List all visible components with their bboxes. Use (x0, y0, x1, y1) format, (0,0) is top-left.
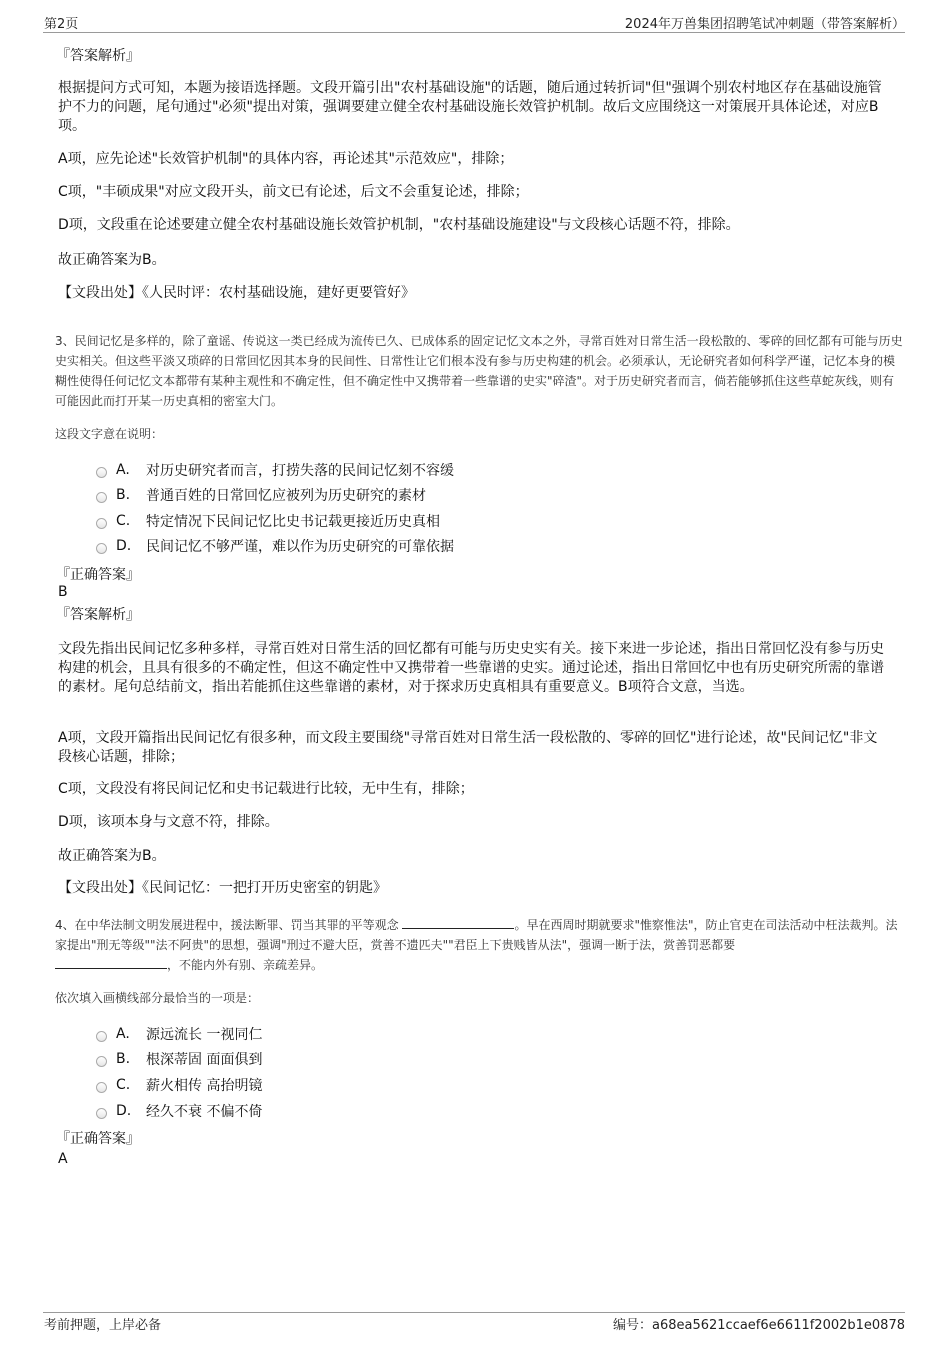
footer-divider (43, 1312, 905, 1313)
analysis-source: 【文段出处】《人民时评：农村基础设施，建好更要管好》 (58, 285, 415, 301)
correct-answer: A (58, 1151, 68, 1167)
analysis-paragraph: 文段先指出民间记忆多种多样，寻常百姓对日常生活的回忆都有可能与历史史实有关。接下来进一步论述，指出日常回忆没有参与历史构建的机会，且具有很多的不确定性，但这不确定性中又携带着一些靠谱的史实。通过论述，指出日常回忆中也有历史研究所需的靠谱的素材。尾句总结前文，指出若能抓住这些靠谱的素材，对于探求历史真相具有重要意义。B项符合文意，当选。 (58, 641, 884, 695)
document-title: 2024年万兽集团招聘笔试冲刺题（带答案解析） (624, 17, 905, 32)
q3-option-d[interactable]: D. 民间记忆不够严谨，难以作为历史研究的可靠依据 (96, 536, 454, 556)
analysis-option-d: D项，文段重在论述要建立健全农村基础设施长效管护机制，"农村基础设施建设"与文段核心话题不符，排除。 (58, 217, 740, 233)
analysis-conclusion: 故正确答案为B。 (58, 848, 166, 864)
document-id: 编号：a68ea5621ccaef6e6611f2002b1e0878 (612, 1318, 905, 1333)
analysis-option-a: A项，应先论述"长效管护机制"的具体内容，再论述其"示范效应"，排除； (58, 151, 514, 167)
analysis-paragraph: 根据提问方式可知，本题为接语选择题。文段开篇引出"农村基础设施"的话题，随后通过转折词"但"强调个别农村地区存在基础设施管护不力的问题，尾句通过"必须"提出对策，强调要建立健全农村基础设施长效管护机制。故后文应围绕这一对策展开具体论述，对应B项。 (58, 80, 882, 134)
page-number: 第2页 (44, 17, 79, 32)
radio-icon[interactable] (96, 1056, 107, 1067)
analysis-option-c: C项，文段没有将民间记忆和史书记载进行比较，无中生有，排除； (58, 781, 474, 797)
analysis-label: 『答案解析』 (56, 607, 140, 623)
header-divider (43, 32, 905, 33)
q3-option-c[interactable]: C. 特定情况下民间记忆比史书记载更接近历史真相 (96, 511, 440, 531)
radio-icon[interactable] (96, 1108, 107, 1119)
q4-option-d[interactable]: D. 经久不衰 不偏不倚 (96, 1101, 262, 1121)
radio-icon[interactable] (96, 1031, 107, 1042)
question-3-stem: 3、民间记忆是多样的，除了童谣、传说这一类已经成为流传已久、已成体系的固定记忆文本之外，寻常百姓对日常生活一段松散的、零碎的回忆都有可能与历史史实相关。但这些平淡又琐碎的日常回忆因其本身的民间性、日常性让它们根本没有参与历史构建的机会。必须承认，无论研究者如何科学严谨，记忆本身的模糊性使得任何记忆文本都带有某种主观性和不确定性，但不确定性中又携带着一些靠谱的史实"碎渣"。对于历史研究者而言，倘若能够抓住这些草蛇灰线，则有可能因此而打开某一历史真相的密室大门。 (55, 334, 903, 408)
analysis-option-a: A项，文段开篇指出民间记忆有很多种，而文段主要围绕"寻常百姓对日常生活一段松散的、零碎的回忆"进行论述，故"民间记忆"非文段核心话题，排除； (58, 730, 878, 765)
q4-option-a[interactable]: A. 源远流长 一视同仁 (96, 1024, 262, 1044)
analysis-label: 『答案解析』 (56, 48, 140, 64)
analysis-conclusion: 故正确答案为B。 (58, 252, 166, 268)
radio-icon[interactable] (96, 492, 107, 503)
q3-option-a[interactable]: A. 对历史研究者而言，打捞失落的民间记忆刻不容缓 (96, 460, 454, 480)
question-4-prompt: 依次填入画横线部分最恰当的一项是： (55, 991, 260, 1005)
question-3-prompt: 这段文字意在说明： (55, 427, 164, 441)
fill-blank-2 (55, 957, 167, 969)
analysis-option-d: D项，该项本身与文意不符，排除。 (58, 814, 279, 830)
radio-icon[interactable] (96, 543, 107, 554)
q3-option-b[interactable]: B. 普通百姓的日常回忆应被列为历史研究的素材 (96, 485, 426, 505)
q4-option-b[interactable]: B. 根深蒂固 面面俱到 (96, 1049, 262, 1069)
correct-answer-label: 『正确答案』 (56, 1131, 140, 1147)
correct-answer-label: 『正确答案』 (56, 567, 140, 583)
correct-answer: B (58, 584, 68, 600)
fill-blank-1 (402, 917, 514, 929)
analysis-option-c: C项，"丰硕成果"对应文段开头，前文已有论述，后文不会重复论述，排除； (58, 184, 529, 200)
radio-icon[interactable] (96, 467, 107, 478)
radio-icon[interactable] (96, 1082, 107, 1093)
q4-option-c[interactable]: C. 薪火相传 高抬明镜 (96, 1075, 262, 1095)
radio-icon[interactable] (96, 518, 107, 529)
footer-slogan: 考前押题，上岸必备 (44, 1318, 162, 1333)
question-4-stem: 4、在中华法制文明发展进程中，援法断罪、罚当其罪的平等观念 。早在西周时期就要求"惟察惟法"，防止官吏在司法活动中枉法裁判。法家提出"刑无等级""法不阿贵"的思想，强调"刑过不避大臣，赏善不遗匹夫""君臣上下贵贱皆从法"，强调一断于法，赏善罚恶都要 ，不能内外有别、亲疏差异。 (55, 918, 898, 972)
analysis-source: 【文段出处】《民间记忆：一把打开历史密室的钥匙》 (58, 880, 387, 896)
